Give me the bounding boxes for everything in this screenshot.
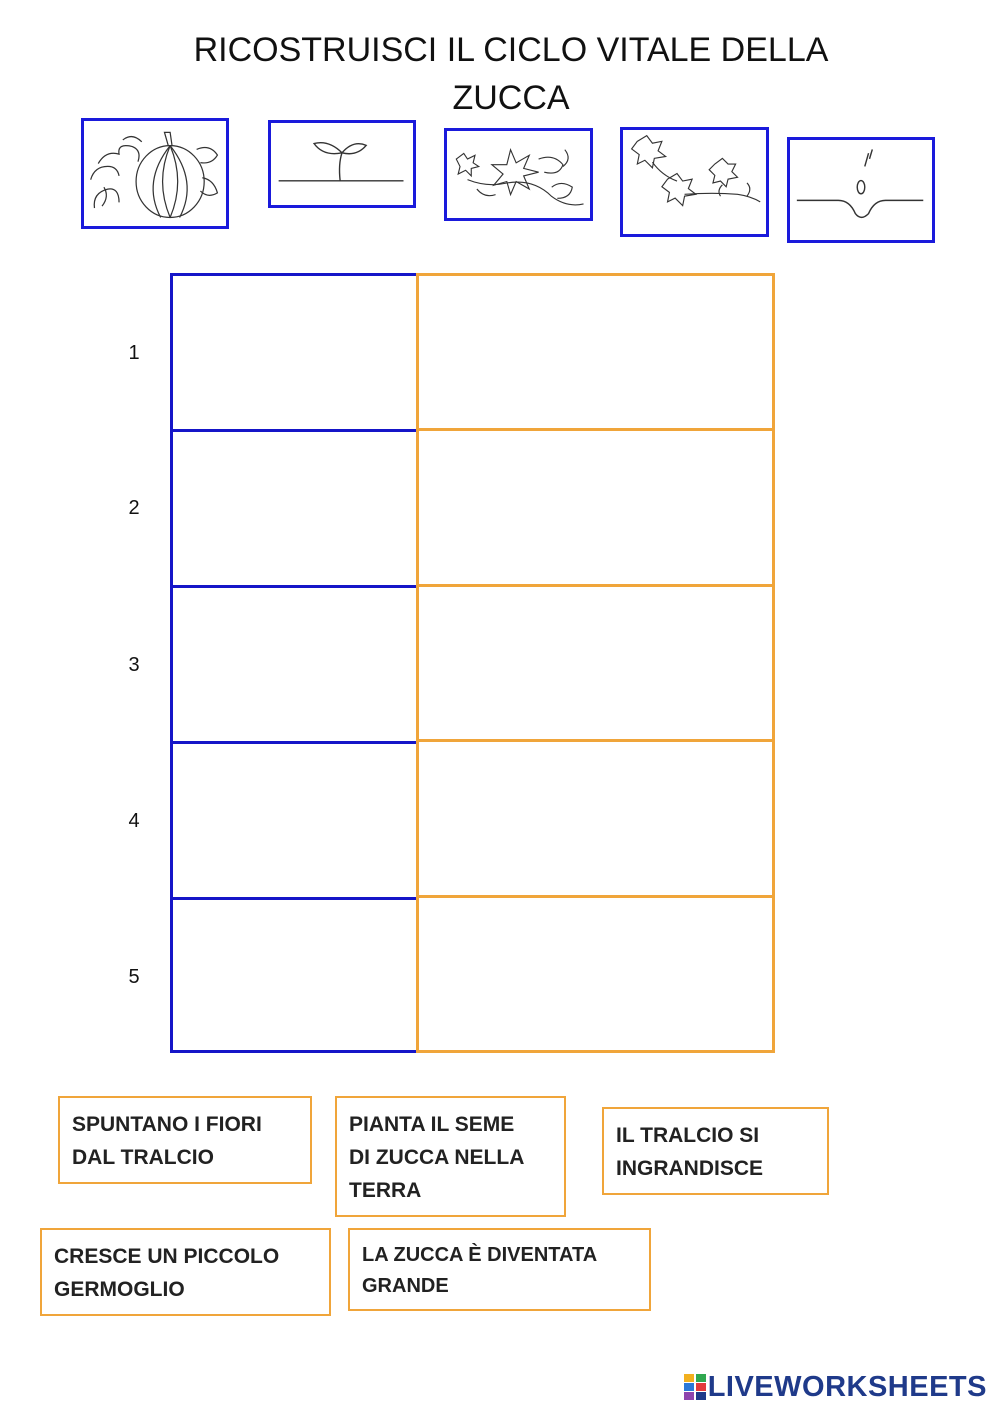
row-number-4: 4 — [128, 810, 140, 832]
brand-text: LIVEWORKSHEETS — [707, 1370, 987, 1403]
image-drop-slot-5[interactable] — [173, 900, 416, 1056]
title-line-1: RICOSTRUISCI IL CICLO VITALE DELLA — [193, 31, 829, 69]
text-drop-slot-1[interactable] — [419, 276, 772, 431]
text-drop-slot-5[interactable] — [419, 898, 772, 1053]
growing-vine-icon — [623, 130, 766, 234]
title-line-2: ZUCCA — [452, 79, 570, 117]
text-card-flowers[interactable]: SPUNTANO I FIORI DAL TRALCIO — [58, 1096, 312, 1184]
text-card-plant-seed[interactable]: PIANTA IL SEME DI ZUCCA NELLA TERRA — [335, 1096, 566, 1217]
row-number-2: 2 — [128, 497, 140, 519]
row-number-3: 3 — [128, 654, 140, 676]
pumpkin-picture[interactable] — [81, 118, 229, 229]
row-number-1: 1 — [128, 342, 140, 364]
text-card-pumpkin-grown[interactable]: LA ZUCCA È DIVENTATA GRANDE — [348, 1228, 651, 1311]
text-drop-slot-4[interactable] — [419, 742, 772, 897]
seed-in-soil-picture[interactable] — [787, 137, 935, 243]
sprout-icon — [271, 123, 413, 205]
text-drop-slot-3[interactable] — [419, 587, 772, 742]
text-drop-column — [416, 273, 775, 1053]
text-drop-slot-2[interactable] — [419, 431, 772, 586]
text-card-vine-grows[interactable]: IL TRALCIO SI INGRANDISCE — [602, 1107, 829, 1195]
liveworksheets-logo-icon — [684, 1374, 706, 1400]
brand-logo — [684, 1370, 987, 1404]
seed-icon — [790, 140, 932, 240]
pumpkin-icon — [84, 121, 226, 226]
row-number-5: 5 — [128, 966, 140, 988]
image-drop-slot-3[interactable] — [173, 588, 416, 744]
page-title — [0, 26, 999, 122]
flowering-vine-icon — [447, 131, 590, 218]
growing-vine-picture[interactable] — [620, 127, 769, 237]
image-drop-slot-4[interactable] — [173, 744, 416, 900]
image-drop-column — [170, 273, 416, 1053]
text-card-sprout[interactable]: CRESCE UN PICCOLO GERMOGLIO — [40, 1228, 331, 1316]
image-drop-slot-1[interactable] — [173, 276, 416, 432]
sprout-picture[interactable] — [268, 120, 416, 208]
image-drop-slot-2[interactable] — [173, 432, 416, 588]
flowering-vine-picture[interactable] — [444, 128, 593, 221]
